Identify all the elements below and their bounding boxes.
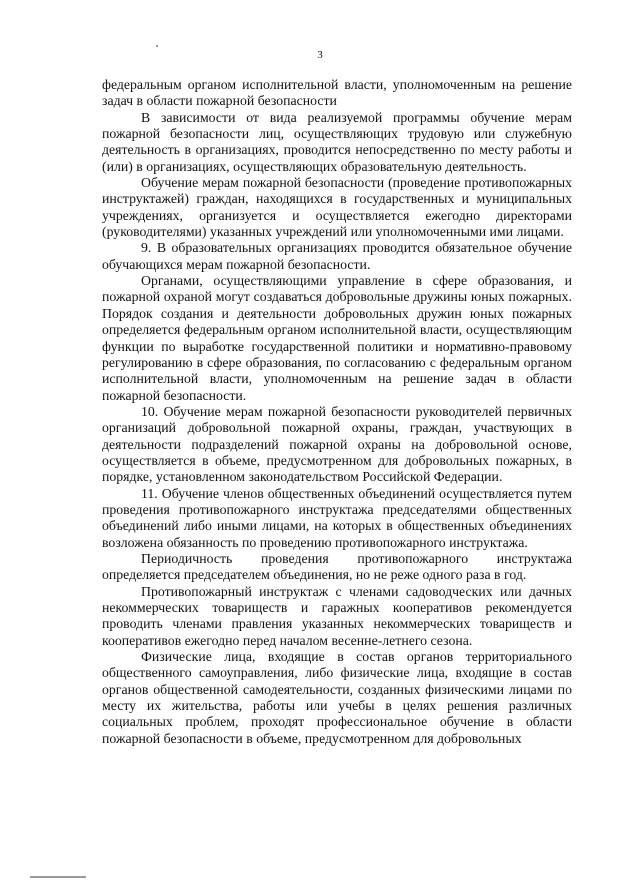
paragraph: Периодичность проведения противопожарного инструктажа определяется председателем объединения, но не реже одного раза в год. [102, 550, 572, 583]
paragraph-item-9: 9. В образовательных организациях проводится обязательное обучение обучающихся мерам пожарной безопасности. [102, 240, 572, 272]
document-body [102, 77, 572, 747]
paragraph: Органами, осуществляющими управление в сфере образования, и пожарной охраной могут создаваться добровольные дружины юных пожарных. Порядок создания и деятельности добровольных дружин юных пожарных определяется федеральным органом исполнительной власти, осуществляющим функции по выработке государственной политики и нормативно-правовому регулированию в сфере образования, по согласованию с федеральным органом исполнительной власти, уполномоченным на решение задач в области пожарной безопасности. [102, 273, 572, 403]
paragraph-item-10: 10. Обучение мерам пожарной безопасности руководителей первичных организаций добровольной пожарной охраны, граждан, участвующих в деятельности подразделений пожарной охраны на добровольной основе, осуществляется в объеме, предусмотренном для добровольных пожарных, в порядке, установленном законодательством Российской Федерации. [102, 403, 572, 485]
paragraph: Обучение мерам пожарной безопасности (проведение противопожарных инструктажей) граждан, находящихся в государственных и муниципальных учреждениях, организуется и осуществляется ежегодно директорами (руководителями) указанных учреждений или уполномоченными ими лицами. [102, 175, 572, 240]
page-number: 3 [317, 49, 323, 61]
scan-speck [156, 45, 158, 47]
paragraph: В зависимости от вида реализуемой программы обучение мерам пожарной безопасности лиц, осуществляющих трудовую или служебную деятельность в организациях, проводится непосредственно по месту работы и (или) в организациях, осуществляющих образовательную деятельность. [102, 109, 572, 174]
paragraph-continuation: федеральным органом исполнительной власти, уполномоченным на решение задач в области пожарной безопасности [102, 77, 572, 109]
paragraph: Физические лица, входящие в состав органов территориального общественного самоуправления, либо физические лица, входящие в состав органов общественной самодеятельности, созданных физическими лицами по месту их жительства, работы или учебы в целях решения различных социальных проблем, проходят профессиональное обучение в области пожарной безопасности в объеме, предусмотренном для добровольных [102, 649, 572, 746]
paragraph: Противопожарный инструктаж с членами садоводческих или дачных некоммерческих товариществ и гаражных кооперативов рекомендуется проводить членами правления указанных некоммерческих товариществ и кооперативов ежегодно перед началом весенне-летнего сезона. [102, 583, 572, 648]
scan-edge-mark [30, 876, 86, 878]
paragraph-item-11: 11. Обучение членов общественных объединений осуществляется путем проведения противопожарного инструктажа председателями общественных объединений либо иными лицами, на которых в общественных объединениях возложена обязанность по проведению противопожарного инструктажа. [102, 485, 572, 550]
